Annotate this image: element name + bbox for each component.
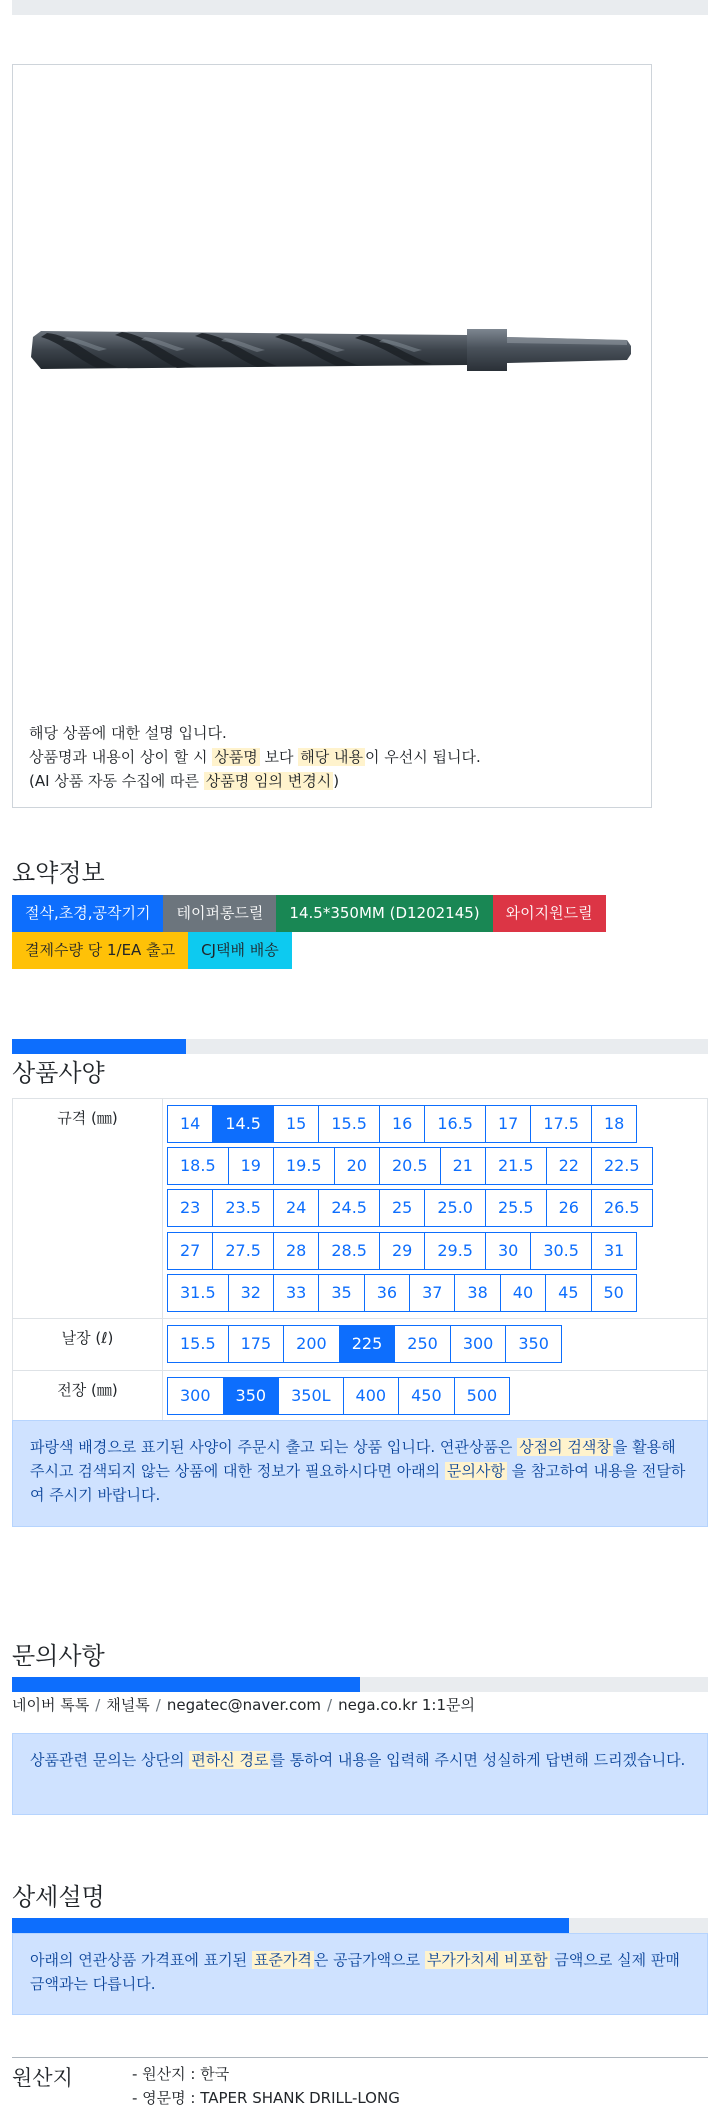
badge-product-type: 테이퍼롱드릴 [163, 895, 276, 932]
spec-label-size: 규격 (㎜) [13, 1099, 163, 1318]
spec-option-button[interactable]: 33 [273, 1274, 319, 1312]
spec-option-button[interactable]: 18 [591, 1105, 637, 1143]
summary-badges [12, 895, 712, 969]
description-text: (AI 상품 자동 수집에 따른 [29, 772, 204, 790]
spec-option-button[interactable]: 20.5 [379, 1147, 441, 1185]
description-text: 이 우선시 됩니다. [364, 748, 481, 766]
spec-option-button[interactable]: 27 [167, 1232, 213, 1270]
spec-option-button[interactable]: 16 [379, 1105, 425, 1143]
product-description [29, 721, 481, 793]
summary-title: 요약정보 [12, 859, 105, 887]
badge-model: 14.5*350MM (D1202145) [276, 895, 492, 932]
spec-option-button[interactable]: 27.5 [212, 1232, 274, 1270]
separator: / [327, 1696, 333, 1714]
specs-progress-fill [12, 1039, 186, 1054]
link-naver-talktalk[interactable]: 네이버 톡톡 [12, 1696, 90, 1714]
spec-option-button[interactable]: 26 [546, 1189, 592, 1227]
spec-option-button[interactable]: 25.5 [485, 1189, 547, 1227]
spec-label-flute-length: 날장 (ℓ) [13, 1319, 163, 1370]
origin-english-name: - 영문명 : TAPER SHANK DRILL-LONG [132, 2089, 400, 2107]
spec-option-button[interactable]: 225 [339, 1325, 396, 1363]
highlight-product-name: 상품명 [214, 748, 258, 766]
detail-notice [12, 1933, 708, 2015]
origin-section [12, 2057, 708, 2107]
link-site-inquiry[interactable]: nega.co.kr 1:1문의 [338, 1696, 475, 1714]
spec-option-button[interactable]: 18.5 [167, 1147, 229, 1185]
spec-option-button[interactable]: 25 [379, 1189, 425, 1227]
spec-option-button[interactable]: 250 [394, 1325, 451, 1363]
spec-option-button[interactable]: 15.5 [167, 1325, 229, 1363]
notice-text: 파랑색 배경으로 표기된 사양이 주문시 출고 되는 상품 입니다. 연관상품은 [30, 1438, 518, 1456]
inquiry-notice [12, 1733, 708, 1815]
notice-text: 금액으로 실제 판매금액과는 다릅니다. [30, 1951, 680, 1993]
spec-option-button[interactable]: 30 [485, 1232, 531, 1270]
badge-shipping: CJ택배 배송 [188, 932, 292, 969]
description-line-2 [29, 745, 481, 769]
spec-row-flute-length [13, 1318, 707, 1370]
spec-options-flute-length [163, 1319, 707, 1370]
spec-option-button[interactable]: 15 [273, 1105, 319, 1143]
spec-option-button[interactable]: 40 [500, 1274, 546, 1312]
spec-option-button[interactable]: 23.5 [212, 1189, 274, 1227]
top-divider-bar [12, 0, 708, 15]
spec-option-button[interactable]: 23 [167, 1189, 213, 1227]
spec-option-button[interactable]: 500 [454, 1377, 511, 1415]
inquiry-progress-bar [12, 1677, 708, 1692]
spec-options-size [163, 1099, 707, 1318]
badge-row-1 [12, 895, 712, 932]
spec-options-total-length [163, 1371, 707, 1421]
spec-option-button[interactable]: 29.5 [424, 1232, 486, 1270]
badge-quantity: 결제수량 당 1/EA 출고 [12, 932, 188, 969]
highlight-content: 해당 내용 [300, 748, 363, 766]
origin-title: 원산지 [12, 2066, 73, 2090]
spec-option-button[interactable]: 22.5 [591, 1147, 653, 1185]
badge-brand: 와이지원드릴 [493, 895, 606, 932]
notice-text: 아래의 연관상품 가격표에 표기된 [30, 1951, 252, 1969]
specs-progress-bar [12, 1039, 708, 1054]
spec-option-button[interactable]: 14.5 [212, 1105, 274, 1143]
spec-option-button[interactable]: 31.5 [167, 1274, 229, 1312]
spec-option-button[interactable]: 15.5 [318, 1105, 380, 1143]
spec-row-size [13, 1099, 707, 1318]
specs-notice [12, 1420, 708, 1527]
spec-option-button[interactable]: 50 [591, 1274, 637, 1312]
inquiry-title: 문의사항 [12, 1642, 105, 1670]
separator: / [95, 1696, 101, 1714]
origin-country: - 원산지 : 한국 [132, 2065, 230, 2083]
spec-option-button[interactable]: 350 [223, 1377, 280, 1415]
spec-option-button[interactable]: 24 [273, 1189, 319, 1227]
spec-option-button[interactable]: 21 [440, 1147, 486, 1185]
notice-text: 상품관련 문의는 상단의 [30, 1751, 190, 1769]
spec-option-button[interactable]: 28 [273, 1232, 319, 1270]
product-image-box [12, 64, 652, 808]
spec-option-button[interactable]: 450 [398, 1377, 455, 1415]
spec-option-button[interactable]: 300 [167, 1377, 224, 1415]
badge-row-2 [12, 932, 712, 969]
spec-option-button[interactable]: 19 [228, 1147, 274, 1185]
spec-option-button[interactable]: 32 [228, 1274, 274, 1312]
spec-option-button[interactable]: 35 [318, 1274, 364, 1312]
description-line-1: 해당 상품에 대한 설명 입니다. [29, 724, 227, 742]
spec-option-button[interactable]: 45 [545, 1274, 591, 1312]
notice-text: 을 활용해 주시고 검색되지 않는 상품에 대한 정보가 필요하시다면 아래의 [30, 1438, 676, 1480]
spec-label-total-length: 전장 (㎜) [13, 1371, 163, 1421]
spec-option-button[interactable]: 29 [379, 1232, 425, 1270]
spec-option-button[interactable]: 175 [228, 1325, 285, 1363]
spec-option-button[interactable]: 24.5 [318, 1189, 380, 1227]
highlight-vat-excluded: 부가가치세 비포함 [426, 1951, 548, 1969]
spec-table [12, 1098, 708, 1422]
spec-option-button[interactable]: 36 [364, 1274, 410, 1312]
inquiry-progress-fill [12, 1677, 360, 1692]
spec-option-button[interactable]: 200 [283, 1325, 340, 1363]
spec-option-button[interactable]: 38 [454, 1274, 500, 1312]
highlight-inquiry: 문의사항 [446, 1462, 505, 1480]
spec-option-button[interactable]: 17.5 [530, 1105, 592, 1143]
specs-title: 상품사양 [12, 1059, 105, 1087]
spec-option-button[interactable]: 21.5 [485, 1147, 547, 1185]
spec-option-button[interactable]: 26.5 [591, 1189, 653, 1227]
notice-text: 을 참고하여 내용을 전달하여 주시기 바랍니다. [30, 1462, 686, 1504]
description-text: 보다 [259, 748, 299, 766]
detail-progress-bar [12, 1918, 708, 1933]
highlight-search-box: 상점의 검색창 [519, 1438, 611, 1456]
spec-option-button[interactable]: 19.5 [273, 1147, 335, 1185]
spec-option-button[interactable]: 20 [334, 1147, 380, 1185]
highlight-standard-price: 표준가격 [253, 1951, 312, 1969]
description-text: 상품명과 내용이 상이 할 시 [29, 748, 213, 766]
product-image-drill [27, 315, 637, 385]
spec-option-button[interactable]: 350L [278, 1377, 343, 1415]
detail-title: 상세설명 [12, 1883, 105, 1911]
spec-option-button[interactable]: 22 [546, 1147, 592, 1185]
highlight-convenient-route: 편하신 경로 [191, 1751, 269, 1769]
contact-links [12, 1694, 475, 1715]
spec-option-button[interactable]: 30.5 [530, 1232, 592, 1270]
spec-option-button[interactable]: 28.5 [318, 1232, 380, 1270]
separator: / [155, 1696, 161, 1714]
link-email[interactable]: negatec@naver.com [166, 1696, 322, 1714]
spec-option-button[interactable]: 350 [505, 1325, 562, 1363]
spec-option-button[interactable]: 31 [591, 1232, 637, 1270]
badge-category: 절삭,초경,공작기기 [12, 895, 163, 932]
spec-option-button[interactable]: 400 [343, 1377, 400, 1415]
detail-progress-fill [12, 1918, 569, 1933]
spec-option-button[interactable]: 16.5 [424, 1105, 486, 1143]
link-channel-talk[interactable]: 채널톡 [106, 1696, 150, 1714]
highlight-name-change: 상품명 임의 변경시 [205, 772, 332, 790]
spec-option-button[interactable]: 14 [167, 1105, 213, 1143]
notice-text: 은 공급가액으로 [313, 1951, 425, 1969]
spec-option-button[interactable]: 37 [409, 1274, 455, 1312]
spec-option-button[interactable]: 17 [485, 1105, 531, 1143]
spec-option-button[interactable]: 25.0 [424, 1189, 486, 1227]
description-text: ) [333, 772, 340, 790]
spec-option-button[interactable]: 300 [450, 1325, 507, 1363]
spec-row-total-length [13, 1370, 707, 1421]
notice-text: 를 통하여 내용을 입력해 주시면 성실하게 답변해 드리겠습니다. [270, 1751, 686, 1769]
description-line-3 [29, 769, 481, 793]
